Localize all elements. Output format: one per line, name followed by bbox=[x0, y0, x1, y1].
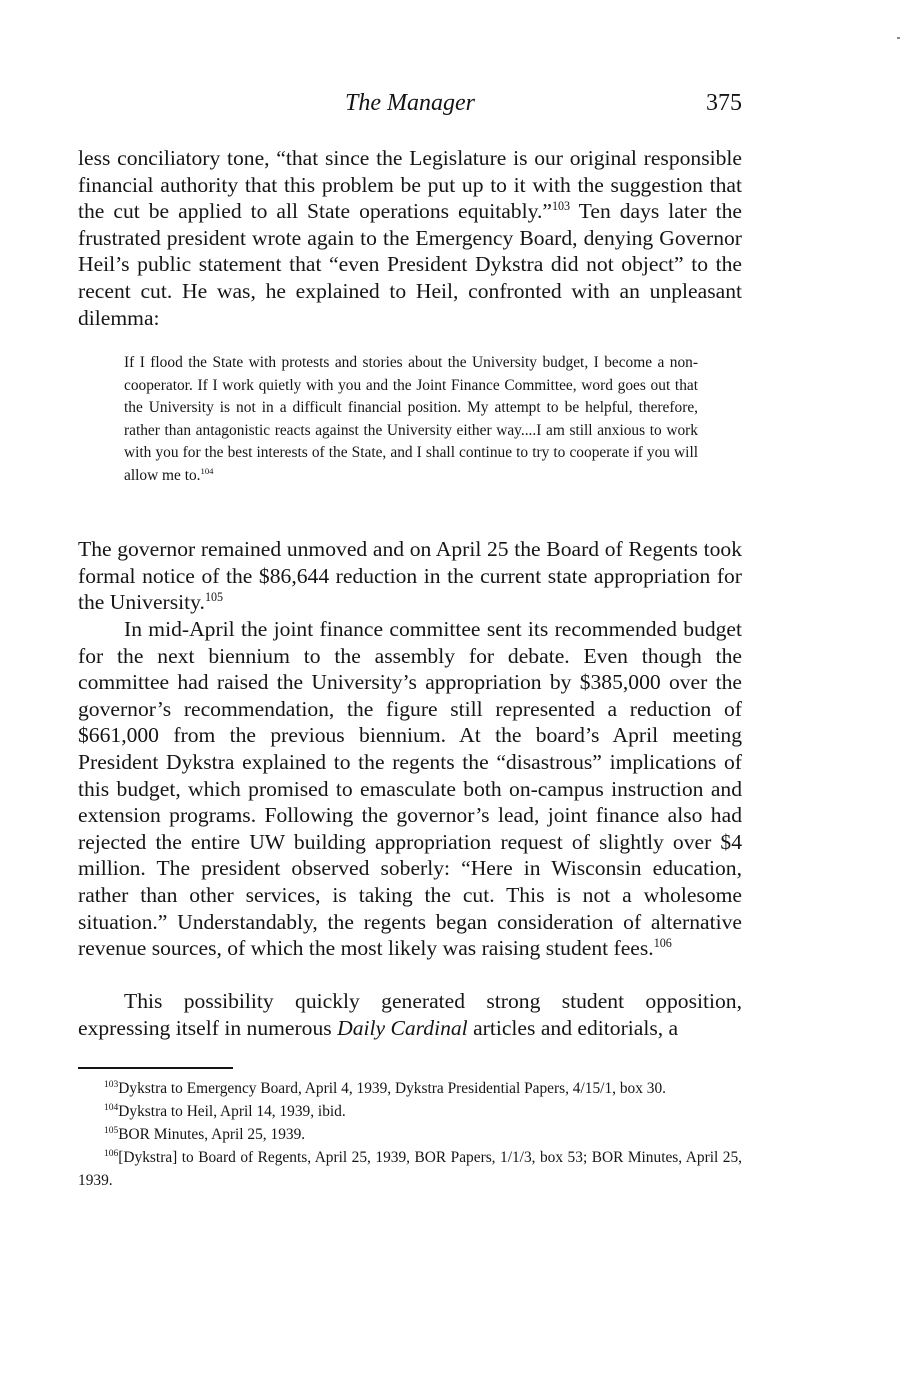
footnote-divider bbox=[78, 1067, 233, 1069]
paragraph-continued bbox=[78, 145, 742, 331]
quote-text: If I flood the State with protests and stories about the University budget, I become a non-cooperator. If I work quietly with you and the Joint Finance Committee, word goes out that the University is not in a difficult financial position. My attempt to be helpful, therefore, rather than antagonistic reacts against the University either way....I am still anxious to work with you for the best interests of the State, and I shall continue to try to cooperate if you will allow me to. bbox=[124, 354, 698, 484]
newspaper-title: Daily Cardinal bbox=[337, 1015, 468, 1040]
footnote-number: 103 bbox=[104, 1078, 119, 1090]
footnote-number: 105 bbox=[104, 1125, 119, 1137]
footnote-text: Dykstra to Heil, April 14, 1939, ibid. bbox=[118, 1103, 346, 1121]
paragraph bbox=[78, 616, 742, 962]
footnote-number: 106 bbox=[104, 1148, 119, 1160]
block-quote bbox=[124, 352, 698, 488]
paragraph-text: less conciliatory tone, “that since the Legislature is our original responsible financial authority that this problem be put up to it with the suggestion that the cut be applied to all State operations equitably.” bbox=[78, 146, 742, 224]
footnote bbox=[78, 1078, 742, 1101]
footnote-reference: 104 bbox=[200, 465, 214, 476]
footnote-text: Dykstra to Emergency Board, April 4, 1939, Dykstra Presidential Papers, 4/15/1, box 30. bbox=[118, 1080, 667, 1097]
paragraph-text: This possibility quickly generated strong student opposition, expressing itself in numerous bbox=[78, 989, 742, 1040]
footnote-reference: 105 bbox=[204, 590, 224, 604]
paragraph bbox=[78, 988, 742, 1041]
paragraph bbox=[78, 536, 742, 616]
footnote bbox=[78, 1101, 742, 1124]
running-head bbox=[78, 86, 742, 120]
chapter-title: The Manager bbox=[345, 90, 475, 116]
footnote-number: 104 bbox=[104, 1101, 119, 1113]
paragraph-text: In mid-April the joint finance committee sent its recommended budget for the next biennium to the assembly for debate. Even though the committee had raised the University’s appropriation by $385,000 over the governor’s recommendation, the figure still represented a reduction of $661,000 from the previous biennium. At the board’s April meeting President Dykstra explained to the regents the “disastrous” implications of this budget, which promised to emasculate both on-campus instruction and extension programs. Following the governor’s lead, joint finance also had rejected the entire UW building appropriation request of slightly over $4 million. The president observed soberly: “Here in Wisconsin education, rather than other services, is taking the cut. This is not a wholesome situation.” Understandably, the regents began consideration of alternative revenue sources, of which the most likely was raising student fees. bbox=[78, 617, 742, 961]
footnote-reference: 106 bbox=[653, 935, 672, 950]
page-number: 375 bbox=[706, 90, 742, 116]
footnote-reference: 103 bbox=[551, 199, 571, 213]
footnote bbox=[78, 1124, 742, 1147]
footnote-text: [Dykstra] to Board of Regents, April 25, 1939, BOR Papers, 1/1/3, box 53; BOR Minutes, April 25, 1939. bbox=[78, 1149, 742, 1189]
paragraph-text: articles and editorials, a bbox=[467, 1015, 679, 1040]
paragraph-text: The governor remained unmoved and on April 25 the Board of Regents took formal notice of the $86,644 reduction in the current state appropriation for the University. bbox=[78, 537, 742, 615]
footnote-text: BOR Minutes, April 25, 1939. bbox=[118, 1126, 306, 1144]
paragraph-text: Ten days later the frustrated president wrote again to the Emergency Board, denying Governor Heil’s public statement that “even President Dykstra did not object” to the recent cut. He was, he explained to Heil, confronted with an unpleasant dilemma: bbox=[78, 199, 742, 330]
footnote bbox=[78, 1147, 742, 1192]
scan-speck bbox=[897, 37, 900, 39]
footnotes bbox=[78, 1078, 742, 1193]
